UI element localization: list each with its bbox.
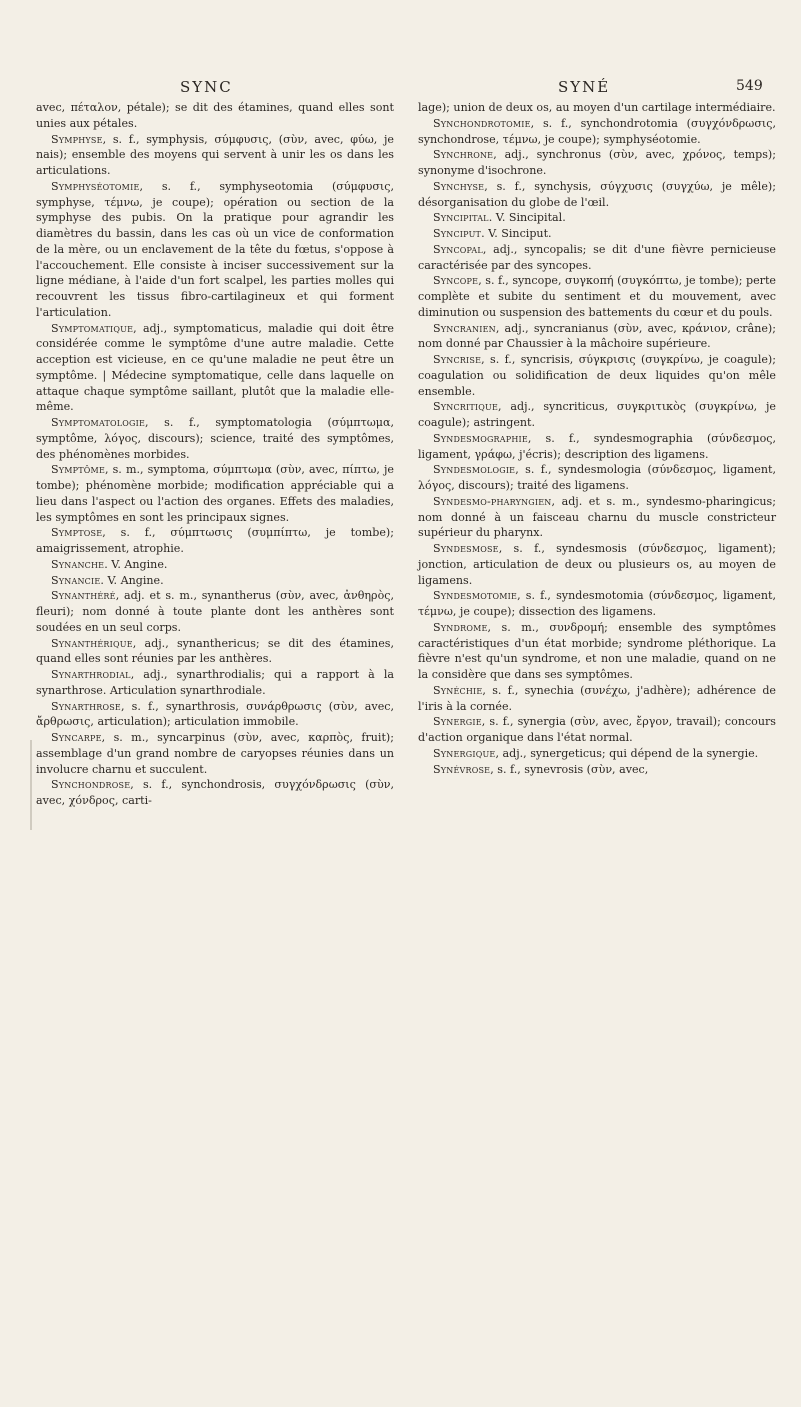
dictionary-entry bbox=[418, 242, 776, 274]
dictionary-entry bbox=[36, 415, 394, 462]
entry-definition: , s. m., συνδρομή; ensemble des symptômes caractéristiques d'un état morbide; syndrome pléthorique. La fièvre n'est qu'un syndrome, et non une maladie, quand on ne la considère que dans ses symptômes. bbox=[418, 620, 776, 681]
dictionary-entry bbox=[418, 116, 776, 148]
entry-definition: , s. f., σύμπτωσις (συμπίπτω, je tombe); amaigrissement, atrophie. bbox=[36, 526, 394, 555]
entry-definition: . V. Angine. bbox=[104, 557, 168, 571]
entry-definition: , adj., syncopalis; se dit d'une fièvre pernicieuse caractérisée par des syncopes. bbox=[418, 242, 776, 272]
entry-headword: Symptomatique bbox=[51, 321, 134, 335]
entry-definition: . V. Angine. bbox=[100, 573, 164, 587]
entry-headword: Symptôme bbox=[51, 463, 105, 477]
dictionary-entry bbox=[418, 179, 776, 211]
entry-headword: Synchrone bbox=[433, 148, 494, 162]
dictionary-entry bbox=[36, 667, 394, 699]
dictionary-entry bbox=[418, 399, 776, 431]
dictionary-entry bbox=[418, 352, 776, 399]
entry-headword: Syncritique bbox=[433, 400, 499, 414]
entry-definition: , adj., syncranianus (σὺν, avec, κράνιον, crâne); nom donné par Chaussier à la mâchoire supérieure. bbox=[418, 321, 776, 351]
entry-headword: Syncopal bbox=[433, 242, 483, 256]
entry-definition: , s. f., synchysis, σύγχυσις (συγχύω, je mêle); désorganisation du globe de l'œil. bbox=[418, 179, 776, 209]
entry-definition: , s. f., symphyseotomia (σύμφυσις, symphyse, τέμνω, je coupe); opération ou section de la symphyse des pubis. On la pratique pour agrandir les diamètres du bassin, dans les cas où un vice de conformation de la mère, ou un enclavement de la tête du fœtus, s'oppose à l'accouchement. Elle consiste à inciser successivement sur la ligne médiane, à l'aide d'un fort scalpel, les parties molles qui recouvrent les tissus fibro-cartilagineux et qui forment l'articulation. bbox=[36, 179, 394, 319]
entry-headword: Synchondrotomie bbox=[433, 116, 531, 130]
dictionary-entry bbox=[418, 588, 776, 620]
dictionary-entry bbox=[418, 100, 776, 116]
entry-definition: , s. f., synchondrosis, συγχόνδρωσις (σὺν, avec, χόνδρος, carti- bbox=[36, 778, 394, 807]
dictionary-entry bbox=[36, 557, 394, 573]
entry-headword: Symphyséotomie bbox=[51, 179, 140, 193]
entry-headword: Syncarpe bbox=[51, 731, 102, 744]
entry-headword: Syncope bbox=[433, 274, 479, 288]
entry-definition: , adj., synergeticus; qui dépend de la synergie. bbox=[495, 746, 759, 760]
dictionary-entry bbox=[418, 210, 776, 226]
entry-headword: Synchondrose bbox=[51, 778, 131, 792]
entry-headword: Syndesmose bbox=[433, 542, 499, 555]
dictionary-entry bbox=[36, 573, 394, 589]
dictionary-entry bbox=[36, 777, 394, 809]
entry-headword: Syndrome bbox=[433, 620, 488, 634]
entry-headword: Synéchie bbox=[433, 683, 483, 697]
dictionary-entry bbox=[418, 462, 776, 494]
entry-definition: avec, πέταλον, pétale); se dit des étamines, quand elles sont unies aux pétales. bbox=[36, 101, 394, 130]
dictionary-entry bbox=[36, 321, 394, 416]
entry-definition: , s. f., synevrosis (σὺν, avec, bbox=[490, 762, 649, 776]
entry-definition: , s. f., synechia (συνέχω, j'adhère); adhérence de l'iris à la cornée. bbox=[418, 683, 776, 713]
entry-definition: , adj. et s. m., syndesmo-pharingicus; nom donné à un faisceau charnu du muscle constricteur supérieur du pharynx. bbox=[418, 494, 776, 540]
dictionary-entry bbox=[418, 746, 776, 762]
dictionary-entry bbox=[418, 714, 776, 746]
entry-definition: , s. m., syncarpinus (σὺν, avec, καρπὸς, fruit); assemblage d'un grand nombre de caryopses réunies dans un involucre charnu et succulent. bbox=[36, 731, 394, 776]
entry-headword: Synarthrodial bbox=[51, 668, 131, 681]
entry-definition: , s. f., synergia (σὺν, avec, ἔργον, travail); concours d'action organique dans l'état normal. bbox=[418, 715, 776, 744]
dictionary-entry bbox=[36, 730, 394, 777]
entry-headword: Synergie bbox=[433, 715, 482, 729]
dictionary-entry bbox=[36, 588, 394, 635]
entry-definition: . V. Sinciput. bbox=[481, 227, 552, 240]
entry-headword: Syncipital bbox=[433, 211, 489, 225]
entry-definition: . V. Sincipital. bbox=[488, 211, 566, 225]
dictionary-entry bbox=[418, 541, 776, 588]
dictionary-entry bbox=[418, 226, 776, 242]
entry-definition: , s. f., syndesmotomia (σύνδεσμος, ligament, τέμνω, je coupe); dissection des ligamens. bbox=[418, 589, 776, 618]
entry-definition: , s. f., syncope, συγκοπή (συγκόπτω, je tombe); perte complète et subite du sentiment et du mouvement, avec diminution ou suspension des battements du cœur et du pouls. bbox=[418, 274, 776, 319]
entry-definition: , s. f., synchondrotomia (συγχόνδρωσις, synchondrose, τέμνω, je coupe); symphyséotomie. bbox=[418, 116, 776, 146]
entry-definition: , adj., symptomaticus, maladie qui doit être considérée comme le symptôme d'une autre maladie. Cette acception est vicieuse, en ce qu'une maladie ne peut être un symptôme. | Médecine symptomatique, celle dans laquelle on attaque chaque symptôme saillant, plutôt que la maladie elle-même. bbox=[36, 321, 394, 414]
entry-definition: , s. f., syncrisis, σύγκρισις (συγκρίνω, je coagule); coagulation ou solidification de deux liquides qu'on mêle ensemble. bbox=[418, 353, 776, 398]
entry-definition: , s. m., symptoma, σύμπτωμα (σὺν, avec, πίπτω, je tombe); phénomène morbide; modification appréciable qui a lieu dans l'aspect ou l'action des organes. Effets des maladies, les symptômes en sont les principaux signes. bbox=[36, 463, 394, 524]
entry-definition: lage); union de deux os, au moyen d'un cartilage intermédiaire. bbox=[418, 101, 776, 114]
entry-definition: , adj. et s. m., synantherus (σὺν, avec, ἀνθηρὸς, fleuri); nom donné à toute plante dont les anthères sont soudées en un seul corps. bbox=[36, 589, 394, 634]
dictionary-entry bbox=[36, 100, 394, 132]
page-number: 549 bbox=[736, 78, 763, 94]
entry-definition: , s. f., symptomatologia (σύμπτωμα, symptôme, λόγος, discours); science, traité des symptômes, des phénomènes morbides. bbox=[36, 416, 394, 461]
dictionary-entry bbox=[36, 179, 394, 321]
entry-headword: Syndesmotomie bbox=[433, 589, 518, 603]
entry-headword: Synarthrose bbox=[51, 699, 121, 713]
entry-headword: Synanthérique bbox=[51, 636, 133, 650]
margin-line bbox=[30, 740, 32, 830]
entry-headword: Synancie bbox=[51, 573, 101, 587]
dictionary-entry bbox=[36, 636, 394, 668]
running-head-left: SYNC bbox=[180, 78, 233, 96]
entry-definition: , adj., syncriticus, συγκριτικὸς (συγκρίνω, je coagule); astringent. bbox=[418, 400, 776, 429]
running-head-right: SYNÉ bbox=[558, 78, 611, 96]
dictionary-entry bbox=[36, 525, 394, 557]
entry-headword: Synergique bbox=[433, 746, 496, 760]
entry-definition: , adj., synchronus (σὺν, avec, χρόνος, temps); synonyme d'isochrone. bbox=[418, 148, 776, 177]
dictionary-entry bbox=[36, 132, 394, 179]
entry-definition: , s. f., syndesmologia (σύνδεσμος, ligament, λόγος, discours); traité des ligamens. bbox=[418, 463, 776, 492]
entry-definition: , adj., synarthrodialis; qui a rapport à la synarthrose. Articulation synarthrodiale. bbox=[36, 668, 394, 697]
entry-headword: Synciput bbox=[433, 227, 482, 240]
entry-headword: Symptomatologie bbox=[51, 416, 146, 429]
dictionary-entry bbox=[418, 620, 776, 683]
entry-definition: , s. f., syndesmographia (σύνδεσμος, ligament, γράφω, j'écris); description des ligamens. bbox=[418, 431, 776, 461]
dictionary-entry bbox=[36, 699, 394, 731]
entry-headword: Syndesmographie bbox=[433, 431, 528, 445]
entry-definition: , s. f., symphysis, σύμφυσις, (σὺν, avec, φύω, je nais); ensemble des moyens qui servent à unir les os dans les articulations. bbox=[36, 132, 394, 177]
entry-headword: Syndesmo-pharyngien bbox=[433, 494, 552, 508]
entry-headword: Syncranien bbox=[433, 321, 496, 335]
entry-headword: Symptose bbox=[51, 526, 103, 540]
dictionary-entry bbox=[418, 147, 776, 179]
entry-headword: Symphyse bbox=[51, 132, 103, 146]
dictionary-entry bbox=[418, 762, 776, 778]
entry-headword: Synanche bbox=[51, 557, 105, 571]
left-column bbox=[36, 100, 394, 809]
dictionary-entry bbox=[418, 321, 776, 353]
entry-headword: Synchyse bbox=[433, 179, 485, 193]
entry-definition: , s. f., synarthrosis, συνάρθρωσις (σὺν, avec, ἄρθρωσις, articulation); articulation immobile. bbox=[36, 699, 394, 729]
entry-headword: Synévrose bbox=[433, 762, 491, 776]
dictionary-entry bbox=[36, 462, 394, 525]
entry-headword: Synanthéré bbox=[51, 589, 116, 603]
right-column bbox=[418, 100, 776, 777]
dictionary-entry bbox=[418, 494, 776, 541]
dictionary-entry bbox=[418, 273, 776, 320]
entry-headword: Syncrise bbox=[433, 353, 482, 366]
dictionary-entry bbox=[418, 431, 776, 463]
dictionary-entry bbox=[418, 683, 776, 715]
entry-definition: , s. f., syndesmosis (σύνδεσμος, ligament); jonction, articulation de deux ou plusieurs os, au moyen de ligamens. bbox=[418, 542, 776, 587]
entry-definition: , adj., synanthericus; se dit des étamines, quand elles sont réunies par les anthères. bbox=[36, 636, 394, 666]
entry-headword: Syndesmologie bbox=[433, 463, 516, 477]
